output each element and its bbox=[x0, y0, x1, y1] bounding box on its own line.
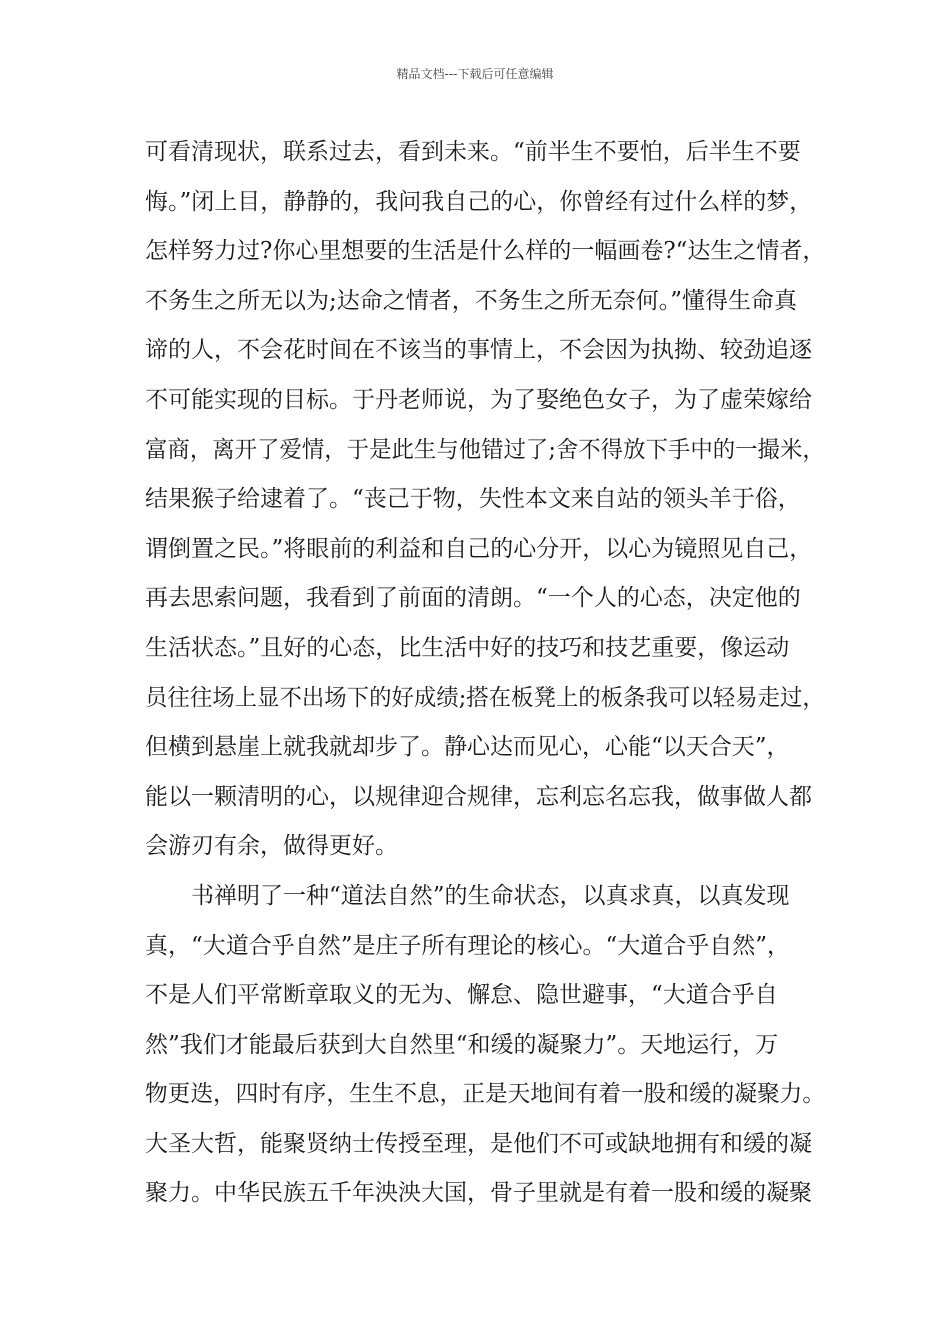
text-line: 不是人们平常断章取义的无为、懈怠、隐世避事，“大道合乎自 bbox=[145, 982, 778, 1009]
paragraph-first-line: 书禅明了一种“道法自然”的生命状态，以真求真，以真发现 bbox=[191, 882, 790, 909]
text-line: 谓倒置之民。”将眼前的利益和自己的心分开，以心为镜照见自己， bbox=[145, 535, 813, 562]
text-line: 聚力。中华民族五千年泱泱大国，骨子里就是有着一股和缓的凝聚 bbox=[145, 1180, 812, 1207]
text-line: 但横到悬崖上就我就却步了。静心达而见心，心能“以天合天”， bbox=[145, 734, 790, 761]
text-line: 怎样努力过?你心里想要的生活是什么样的一幅画卷?“达生之情者， bbox=[145, 238, 826, 265]
text-line: 富商，离开了爱情，于是此生与他错过了;舍不得放下手中的一撮米， bbox=[145, 436, 825, 463]
text-line: 能以一颗清明的心，以规律迎合规律，忘利忘名忘我，做事做人都 bbox=[145, 783, 812, 810]
text-line: 结果猴子给逮着了。“丧己于物，失性本文来自站的领头羊于俗， bbox=[145, 486, 801, 513]
text-line: 会游刃有余，做得更好。 bbox=[145, 833, 398, 860]
text-line: 不务生之所无以为;达命之情者，不务生之所无奈何。”懂得生命真 bbox=[145, 287, 798, 314]
text-line: 不可能实现的目标。于丹老师说，为了娶绝色女子，为了虚荣嫁给 bbox=[145, 386, 812, 413]
text-line: 物更迭，四时有序，生生不息，正是天地间有着一股和缓的凝聚力。 bbox=[145, 1081, 825, 1108]
text-line: 悔。”闭上目，静静的，我问我自己的心，你曾经有过什么样的梦， bbox=[145, 188, 813, 215]
text-line: 员往往场上显不出场下的好成绩;搭在板凳上的板条我可以轻易走过， bbox=[145, 684, 825, 711]
text-line: 可看清现状，联系过去，看到未来。“前半生不要怕，后半生不要 bbox=[145, 139, 801, 165]
page-header: 精品文档---下载后可任意编辑 bbox=[396, 67, 554, 81]
text-line: 大圣大哲，能聚贤纳士传授至理，是他们不可或缺地拥有和缓的凝 bbox=[145, 1130, 812, 1157]
text-line: 生活状态。”且好的心态，比生活中好的技巧和技艺重要，像运动 bbox=[145, 634, 790, 661]
text-line: 真，“大道合乎自然”是庄子所有理论的核心。“大道合乎自然”， bbox=[145, 932, 791, 959]
body-text bbox=[145, 128, 825, 1219]
text-line: 谛的人，不会花时间在不该当的事情上，不会因为执拗、较劲追逐 bbox=[145, 337, 812, 364]
text-line: 然”我们才能最后获到大自然里“和缓的凝聚力”。天地运行，万 bbox=[145, 1031, 779, 1058]
text-line: 再去思索问题，我看到了前面的清朗。“一个人的心态，决定他的 bbox=[145, 585, 801, 612]
